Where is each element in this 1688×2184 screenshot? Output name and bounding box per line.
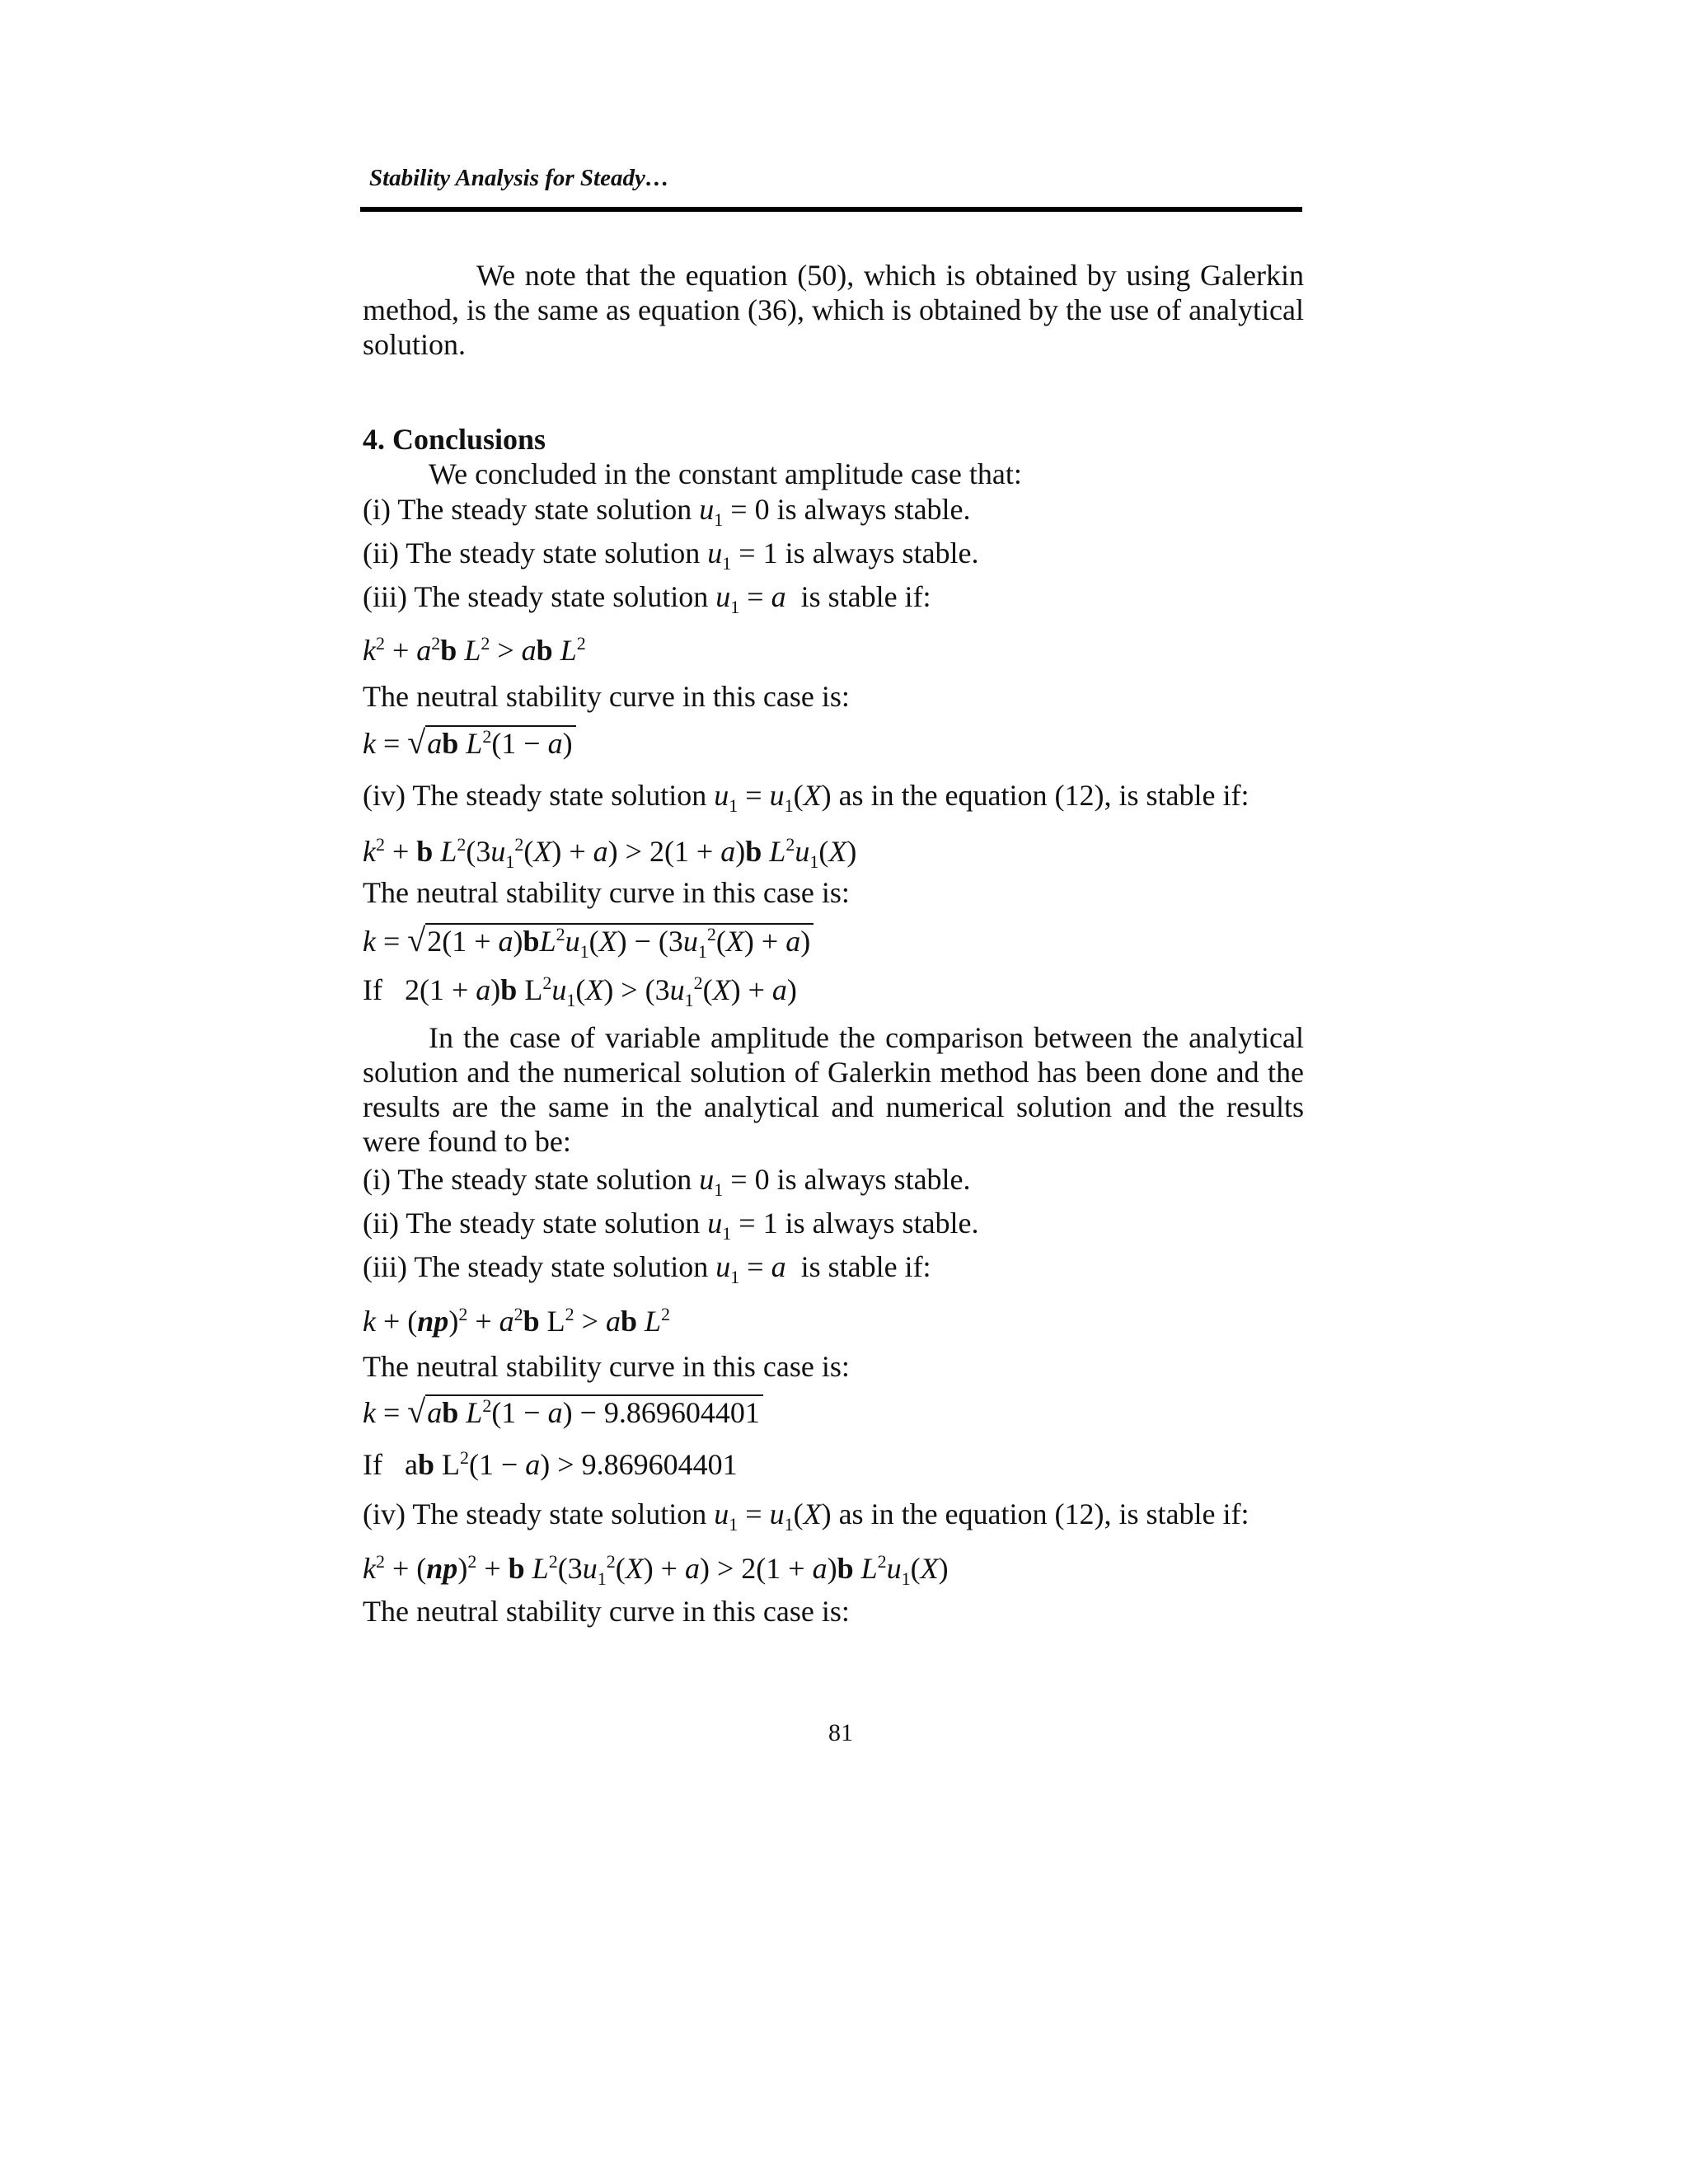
constant-item-2-label: (ii) The steady state solution <box>363 537 701 569</box>
constant-condition-4: $k^2 + b$ $L^2(3u_1^2(X) + a) > 2(1 + a)b$ $L^2u_1(X)$ <box>363 834 857 873</box>
running-title: Stability Analysis for Steady… <box>369 165 669 191</box>
constant-item-4-label: (iv) The steady state solution <box>363 779 707 812</box>
section-heading: 4. Conclusions <box>363 423 546 456</box>
variable-constant-condition: 9.869604401 <box>581 1448 738 1481</box>
variable-item-4: (iv) The steady state solution $u_1 = u_1(X)$ as in the equation (12), is stable if: <box>363 1497 1250 1535</box>
variable-condition-4: $k^2 + (np)^2 + b$ $L^2(3u_1^2(X) + a) > 2(1 + a)b$ $L^2u_1(X)$ <box>363 1551 949 1590</box>
variable-item-3-tail: is stable if: <box>800 1250 931 1283</box>
constant-item-3: (iii) The steady state solution $u_1 = a$ is stable if: <box>363 580 931 618</box>
variable-paragraph: In the case of variable amplitude the comparison between the analytical solution and the numerical solution of Galerkin method has been done and the results are the same in the analytical and numerical solution and the results were found to be: <box>363 1021 1304 1158</box>
variable-item-1-label: (i) The steady state solution <box>363 1163 692 1196</box>
variable-curve-1: k = √ab $L^2(1 - a) - 9.869604401$ <box>363 1394 1304 1430</box>
constant-item-3-label: (iii) The steady state solution <box>363 580 709 613</box>
variable-curve-note-2: The neutral stability curve in this case is: <box>363 1595 850 1628</box>
variable-curve-note-1: The neutral stability curve in this case is: <box>363 1350 850 1383</box>
if-word: If <box>363 973 382 1006</box>
constant-item-4: (iv) The steady state solution $u_1 = u_1(X)$ as in the equation (12), is stable if: <box>363 779 1250 817</box>
variable-item-4-tail: as in the equation (12), is stable if: <box>838 1497 1250 1530</box>
variable-curve-1-condition: If ab $L^2(1 - a) > 9.869604401$ <box>363 1447 738 1481</box>
constant-curve-1: k = √ab $L^2(1 - a)$ <box>363 725 1304 761</box>
variable-constant: 9.869604401 <box>603 1396 760 1429</box>
intro-paragraph: We note that the equation (50), which is obtained by using Galerkin method, is the same as equation (36), which is obtained by the use of analytical solution. <box>363 259 1304 361</box>
variable-item-3: (iii) The steady state solution $u_1 = a$ is stable if: <box>363 1250 931 1288</box>
constant-item-1-tail: is always stable. <box>776 493 971 526</box>
constant-item-3-tail: is stable if: <box>800 580 931 613</box>
variable-item-1-tail: is always stable. <box>776 1163 971 1196</box>
header-rule <box>360 207 1302 212</box>
variable-item-2: (ii) The steady state solution $u_1 = 1$ is always stable. <box>363 1207 979 1244</box>
variable-item-4-label: (iv) The steady state solution <box>363 1497 707 1530</box>
constant-condition-3: $k^2 + a^2b$ $L^2$ > ab $L^2$ <box>363 633 586 667</box>
constant-curve-2-condition: If 2(1 + a)b $L^2u_1(X) > (3u_1^2(X) + a)$ <box>363 972 797 1011</box>
constant-item-1-label: (i) The steady state solution <box>363 493 692 526</box>
constant-curve-note-1: The neutral stability curve in this case is: <box>363 680 850 713</box>
variable-item-1: (i) The steady state solution $u_1 = 0$ is always stable. <box>363 1163 971 1201</box>
section-lead: We concluded in the constant amplitude case that: <box>429 457 1022 490</box>
constant-item-2: (ii) The steady state solution $u_1 = 1$ is always stable. <box>363 537 979 574</box>
constant-curve-2: $k = √2(1 + a)bL^2u_1(X) - (3u_1^2(X) + a)$ <box>363 923 1304 958</box>
variable-condition-3: $k + (np)^2 + a^2b$ $L^2$ > ab $L^2$ <box>363 1304 671 1338</box>
constant-item-1: (i) The steady state solution $u_1 = 0$ is always stable. <box>363 493 971 531</box>
constant-item-4-tail: as in the equation (12), is stable if: <box>838 779 1250 812</box>
constant-item-2-tail: is always stable. <box>785 537 979 569</box>
page-number: 81 <box>828 1719 853 1746</box>
variable-item-2-label: (ii) The steady state solution <box>363 1207 701 1240</box>
constant-curve-note-2: The neutral stability curve in this case is: <box>363 876 850 909</box>
variable-item-3-label: (iii) The steady state solution <box>363 1250 709 1283</box>
if-word-variable: If <box>363 1448 382 1481</box>
variable-item-2-tail: is always stable. <box>785 1207 979 1240</box>
